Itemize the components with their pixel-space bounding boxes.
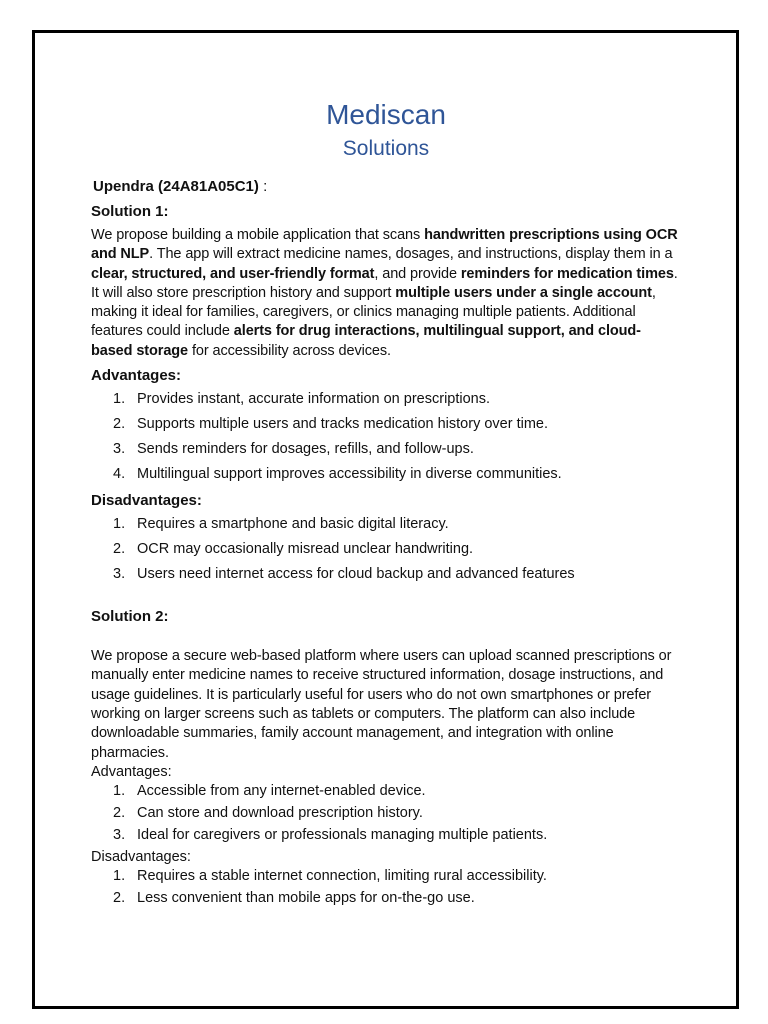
list-number: 1.: [113, 868, 126, 885]
solution-1-paragraph: [91, 226, 681, 361]
list-number: 3.: [113, 441, 126, 458]
list-item: [91, 867, 681, 886]
solution-2-paragraph: We propose a secure web-based platform where users can upload scanned prescriptions or manually enter medicine names to receive structured information, dosage instructions, and usage guidelines. It is particularly useful for users who do not own smartphones or prefer working on larger screens such as tablets or computers. The platform can also include downloadable summaries, family account management, and integration with online pharmacies.: [91, 648, 672, 761]
list-number: 2.: [113, 890, 126, 907]
solution-1-disadvantages-label: Disadvantages:: [91, 492, 202, 510]
document-body: [91, 96, 681, 911]
paragraph-text: for accessibility across devices.: [188, 342, 391, 359]
list-item-text: Accessible from any internet-enabled device.: [137, 783, 426, 800]
emphasis-text: clear, structured, and user-friendly format: [91, 265, 375, 282]
emphasis-text: reminders for medication times: [460, 265, 674, 282]
document-title: Mediscan: [326, 99, 446, 130]
list-number: 3.: [113, 566, 126, 583]
paragraph-text: . It will also store prescription history and support: [91, 265, 678, 301]
paragraph-text: , making it ideal for families, caregivers, or clinics managing multiple patients. Additional features could include: [91, 284, 656, 340]
list-item: [91, 804, 681, 823]
paragraph-text: . The app will extract medicine names, dosages, and instructions, display them in a: [149, 246, 673, 263]
list-number: 1.: [113, 783, 126, 800]
list-item: [91, 540, 681, 559]
paragraph-text: We propose building a mobile application that scans: [91, 227, 425, 243]
emphasis-text: handwritten prescriptions using OCR and NLP: [91, 227, 678, 263]
author-line: [93, 176, 681, 198]
paragraph-text: , and provide: [374, 265, 461, 282]
list-item-text: Ideal for caregivers or professionals managing multiple patients.: [137, 827, 548, 844]
list-number: 1.: [113, 516, 126, 533]
list-item-text: Sends reminders for dosages, refills, and follow-ups.: [137, 441, 474, 458]
list-number: 2.: [113, 416, 126, 433]
list-item-text: Requires a smartphone and basic digital literacy.: [137, 516, 449, 533]
list-item: [91, 565, 681, 584]
solution-2-advantages-list: [91, 782, 681, 845]
list-item-text: Requires a stable internet connection, limiting rural accessibility.: [137, 868, 547, 885]
list-number: 2.: [113, 805, 126, 822]
solution-1-advantages-label: Advantages:: [91, 367, 182, 385]
emphasis-text: alerts for drug interactions, multilingual support, and cloud-based storage: [91, 323, 641, 359]
list-item: [91, 415, 681, 434]
list-item-text: Supports multiple users and tracks medication history over time.: [137, 416, 549, 433]
solution-1-advantages-list: [91, 390, 681, 484]
author-suffix: :: [258, 178, 268, 195]
list-item-text: Provides instant, accurate information on prescriptions.: [137, 391, 491, 408]
list-number: 3.: [113, 827, 126, 844]
solution-2-heading: Solution 2:: [91, 608, 169, 626]
list-item: [91, 515, 681, 534]
solution-2-disadvantages-list: [91, 867, 681, 908]
emphasis-text: multiple users under a single account: [395, 284, 652, 301]
list-item: [91, 889, 681, 908]
list-number: 4.: [113, 466, 126, 483]
list-item-text: Can store and download prescription history.: [137, 805, 423, 822]
list-item-text: Less convenient than mobile apps for on-the-go use.: [137, 890, 475, 907]
list-item: [91, 782, 681, 801]
solution-2-advantages-label: Advantages:: [91, 763, 172, 780]
list-item: [91, 826, 681, 845]
author-name: Upendra (24A81A05C1): [93, 178, 259, 195]
list-item-text: Multilingual support improves accessibility in diverse communities.: [137, 466, 562, 483]
list-item: [91, 440, 681, 459]
list-item-text: Users need internet access for cloud backup and advanced features: [137, 566, 575, 583]
list-item: [91, 465, 681, 484]
solution-2-disadvantages-label: Disadvantages:: [91, 849, 191, 866]
list-item: [91, 390, 681, 409]
solution-1-heading: Solution 1:: [91, 203, 169, 220]
document-subtitle: Solutions: [342, 137, 430, 160]
solution-1-disadvantages-list: [91, 515, 681, 584]
list-number: 1.: [113, 391, 126, 408]
list-item-text: OCR may occasionally misread unclear handwriting.: [137, 541, 474, 558]
list-number: 2.: [113, 541, 126, 558]
